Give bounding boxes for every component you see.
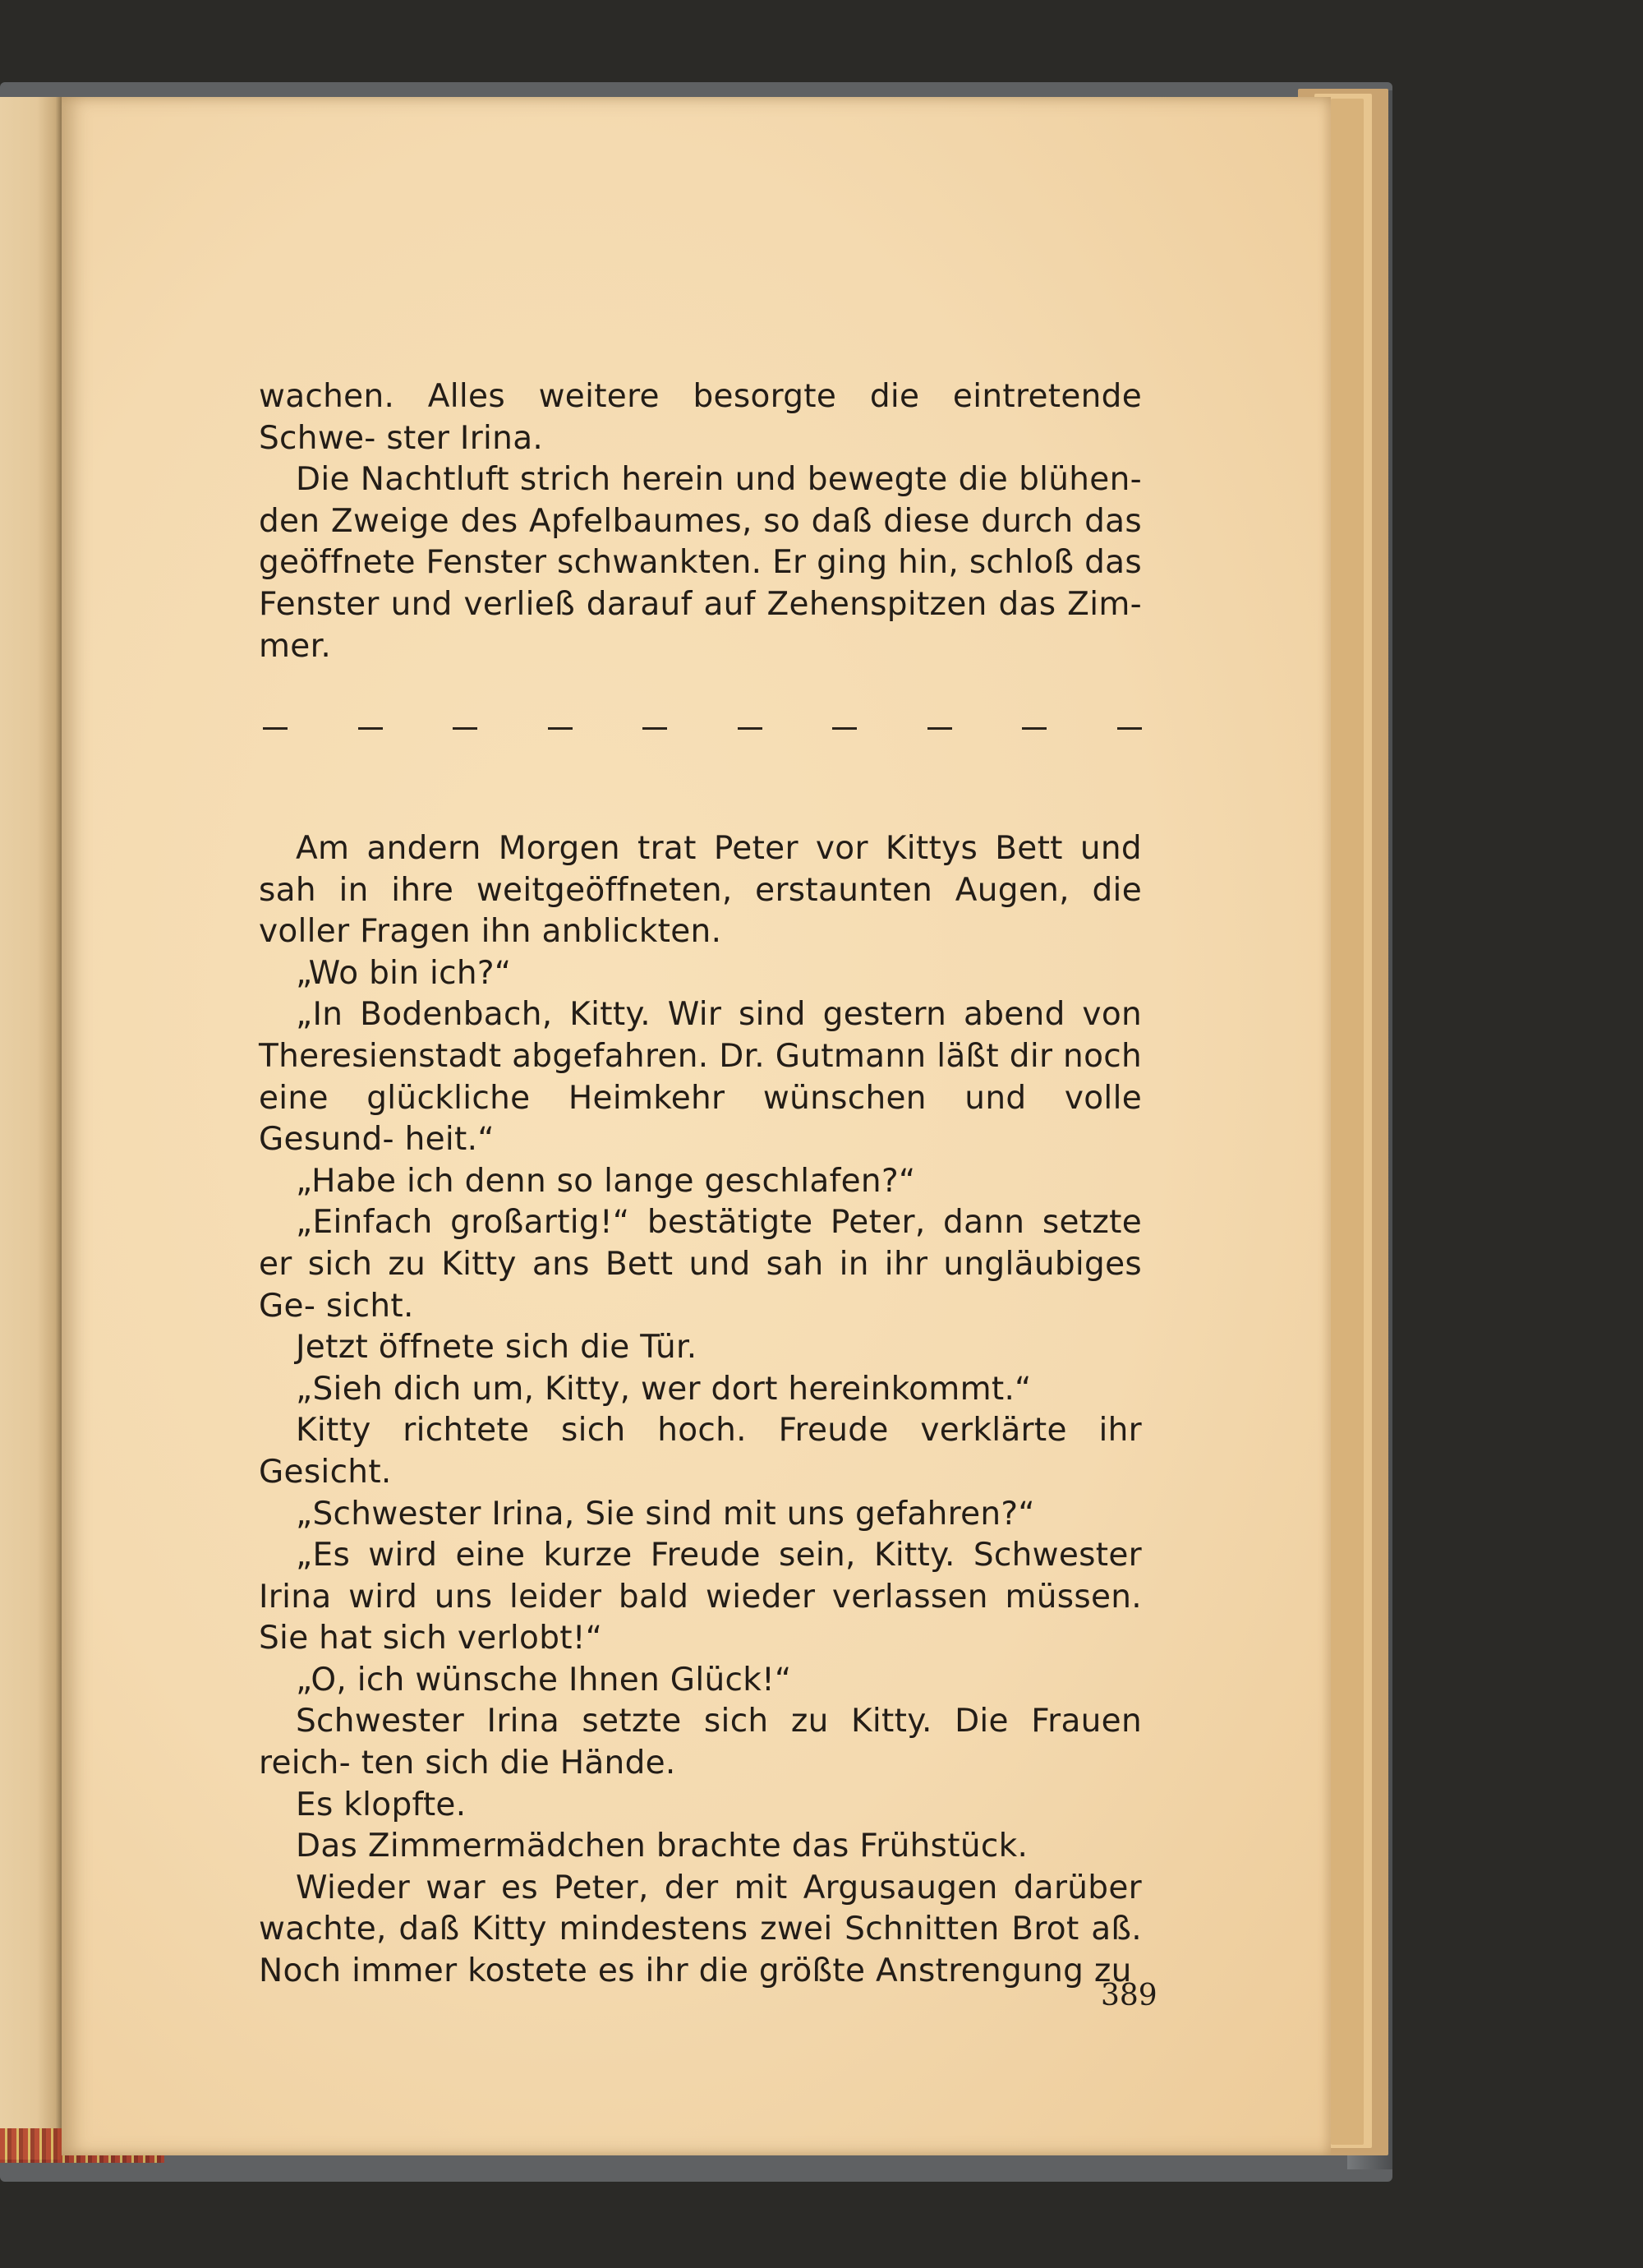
text-block-top — [259, 376, 1142, 667]
paragraph: Wieder war es Peter, der mit Argusaugen darüber wachte, daß Kitty mindestens zwei Schnitten Brot aß. Noch immer kostete es ihr die größte Anstrengung zu — [259, 1869, 1142, 1990]
divider-dash — [453, 727, 477, 730]
paragraph: Kitty richtete sich hoch. Freude verklärte ihr Gesicht. — [259, 1412, 1142, 1491]
left-page-edge — [0, 97, 62, 2160]
paragraph: Das Zimmermädchen brachte das Frühstück. — [296, 1828, 1029, 1865]
paragraph: Die Nachtluft strich herein und bewegte die blühen- den Zweige des Apfelbaumes, so daß diese durch das geöffnete Fenster schwankten. Er ging hin, schloß das Fenster und verließ darauf auf Zehenspitzen das Zim- mer. — [259, 461, 1142, 665]
dialogue-line: „Habe ich denn so lange geschlafen?“ — [296, 1162, 916, 1200]
book-page — [62, 97, 1331, 2155]
dialogue-line: „Es wird eine kurze Freude sein, Kitty. Schwester Irina wird uns leider bald wieder verlassen müssen. Sie hat sich verlobt!“ — [259, 1537, 1142, 1657]
divider-dash — [642, 727, 667, 730]
divider-dash — [1022, 727, 1047, 730]
text-block-bottom — [259, 828, 1142, 1993]
paragraph: Jetzt öffnete sich die Tür. — [296, 1329, 697, 1367]
paragraph: Schwester Irina setzte sich zu Kitty. Die Frauen reich- ten sich die Hände. — [259, 1703, 1142, 1782]
section-divider — [263, 721, 1142, 735]
page-block-edge — [1331, 99, 1364, 2145]
paragraph: Am andern Morgen trat Peter vor Kittys Bett und sah in ihre weitgeöffneten, erstaunten Augen, die voller Fragen ihn anblickten. — [259, 830, 1142, 951]
dialogue-line: „Sieh dich um, Kitty, wer dort hereinkommt.“ — [296, 1370, 1032, 1408]
dialogue-line: „O, ich wünsche Ihnen Glück!“ — [296, 1661, 792, 1699]
dialogue-line: „In Bodenbach, Kitty. Wir sind gestern abend von Theresienstadt abgefahren. Dr. Gutmann läßt dir noch eine glückliche Heimkehr wünschen und volle Gesund- heit.“ — [259, 996, 1142, 1159]
divider-dash — [927, 727, 952, 730]
divider-dash — [1117, 727, 1142, 730]
divider-dash — [738, 727, 762, 730]
dialogue-line: „Einfach großartig!“ bestätigte Peter, dann setzte er sich zu Kitty ans Bett und sah in ihr ungläubiges Ge- sicht. — [259, 1204, 1142, 1325]
paragraph: Es klopfte. — [296, 1786, 467, 1823]
page-number: 389 — [1101, 1979, 1157, 2012]
divider-dash — [263, 727, 288, 730]
dialogue-line: „Wo bin ich?“ — [296, 954, 512, 992]
dialogue-line: „Schwester Irina, Sie sind mit uns gefahren?“ — [296, 1495, 1035, 1533]
divider-dash — [832, 727, 857, 730]
divider-dash — [548, 727, 573, 730]
paragraph: wachen. Alles weitere besorgte die eintretende Schwe- ster Irina. — [259, 378, 1142, 457]
divider-dash — [358, 727, 383, 730]
